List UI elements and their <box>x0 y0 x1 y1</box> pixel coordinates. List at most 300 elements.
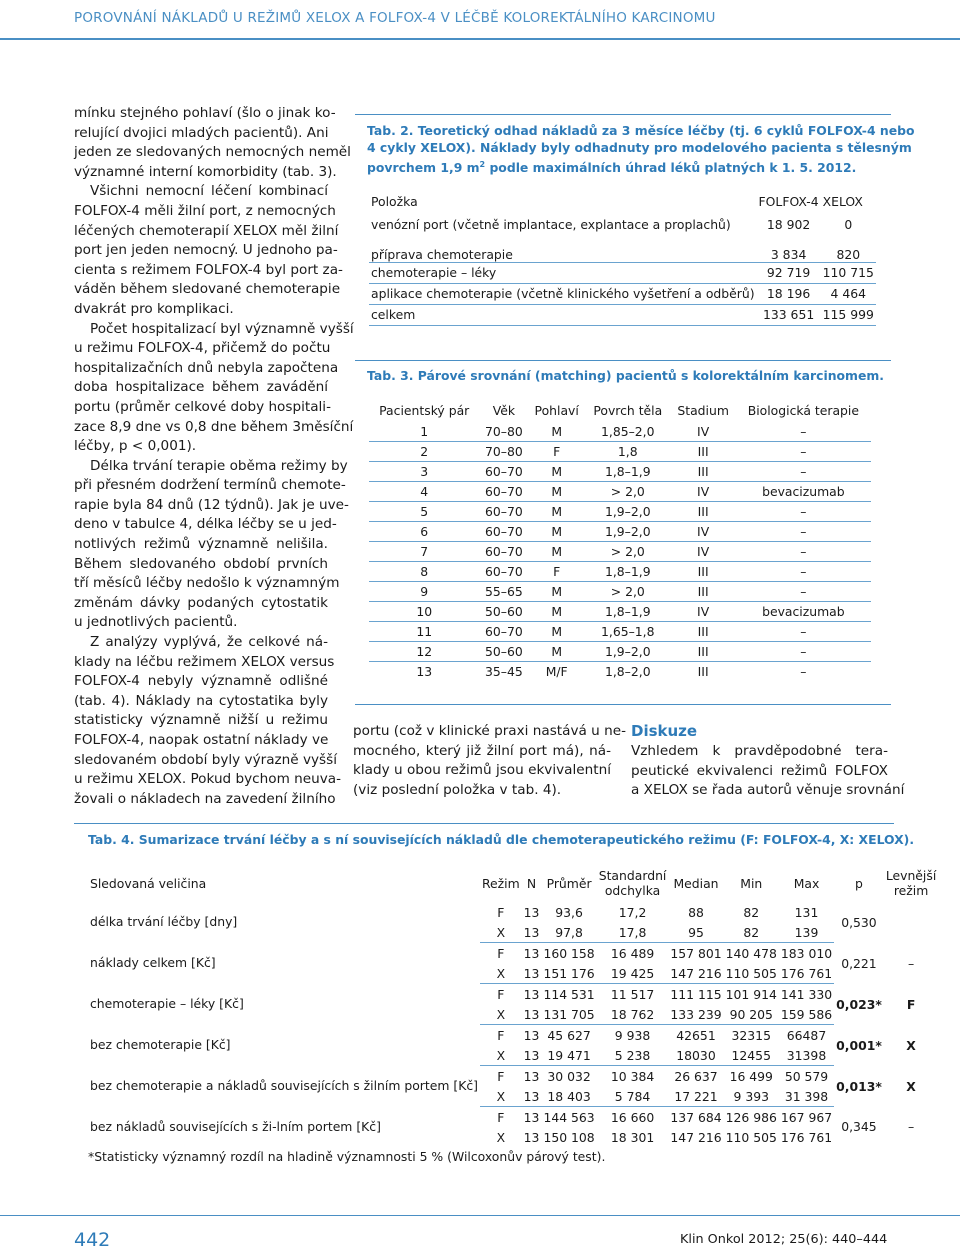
tab2-cell: 110 715 <box>821 262 876 283</box>
text-line: rapie byla 84 dnů (12 týdnů). Jak je uve- <box>74 496 349 513</box>
tab4-cell: 13 <box>523 1068 540 1084</box>
tab3-cell: III <box>671 502 736 522</box>
tab3-cell: – <box>736 442 871 462</box>
tab3-cell: 3 <box>369 462 479 482</box>
text-line: Během sledovaného období prvních <box>74 555 328 572</box>
text-line: Vzhledem k pravděpodobné tera- <box>631 743 888 759</box>
tab4-cheaper-regime: X <box>906 1078 916 1094</box>
tab3-cell: – <box>736 562 871 582</box>
tab3-cell: 50–60 <box>479 602 528 622</box>
text-line: FOLFOX-4 nebyly významně odlišné <box>74 673 328 690</box>
tab2-cell: 0 <box>844 216 853 232</box>
tab3-cell: 60–70 <box>479 482 528 502</box>
text-line: u režimu FOLFOX-4, přičemž do počtu <box>74 340 331 357</box>
tab4-cell: X <box>480 1086 522 1107</box>
tab3-bottom-rule <box>355 704 891 705</box>
tab3-cell: 8 <box>369 562 479 582</box>
tab2-top-rule <box>355 114 891 115</box>
text-line: Počet hospitalizací byl významně vyšší <box>90 320 354 337</box>
tab4-cell: 18 403 <box>541 1086 596 1107</box>
tab3-cell: 1,8 <box>585 442 671 462</box>
tab3-cell: 2 <box>369 442 479 462</box>
text-line: Délka trvání terapie oběma režimy by <box>90 457 348 474</box>
text-line: dvakrát pro komplikaci. <box>74 300 234 317</box>
tab4-cell: 167 967 <box>780 1109 833 1125</box>
tab4-cell: 95 <box>668 922 723 943</box>
text-line: tří měsíců léčby nedošlo k významným <box>74 575 340 592</box>
tab3-cell: 60–70 <box>479 622 528 642</box>
tab4-cell: 17,2 <box>618 904 647 920</box>
tab4-cell: 50 579 <box>784 1068 829 1084</box>
tab4-table <box>88 864 937 1147</box>
tab3-cell: 1,65–1,8 <box>585 622 671 642</box>
tab3-cell: 11 <box>369 622 479 642</box>
tab3-title-text: Tab. 3. Párové srovnání (matching) pacientů s kolorektálním karcinomem. <box>367 368 884 383</box>
tab4-cell: X <box>480 1004 522 1025</box>
tab4-row-label: bez nákladů souvisejících s ži-lním portem [Kč] <box>90 1118 381 1134</box>
tab4-cell: 137 684 <box>670 1109 722 1125</box>
tab3-cell: 1,85–2,0 <box>585 422 671 442</box>
tab4-cheaper-regime: F <box>906 996 916 1012</box>
tab4-cell: 42651 <box>676 1027 716 1043</box>
tab4-cheaper-regime <box>884 902 938 943</box>
tab4-cell: 30 032 <box>547 1068 591 1084</box>
tab4-p-value: 0,001* <box>836 1037 882 1053</box>
tab3-cell: III <box>671 562 736 582</box>
tab4-row-label: délka trvání léčby [dny] <box>90 914 238 930</box>
text-line: léčby, p < 0,001). <box>74 438 197 455</box>
text-line: statisticky významně nižší u režimu <box>74 712 328 729</box>
tab2-table <box>369 189 874 326</box>
tab3-header: Povrch těla <box>593 402 663 418</box>
tab3-cell: IV <box>671 522 736 542</box>
text-line: mínku stejného pohlaví (šlo o jinak ko- <box>74 105 336 121</box>
tab3-title <box>367 367 884 384</box>
tab4-cell: 131 705 <box>541 1004 596 1025</box>
tab3-cell: – <box>736 462 871 482</box>
tab3-cell: > 2,0 <box>585 582 671 602</box>
tab4-cell: 139 <box>779 922 834 943</box>
text-line: změnám dávky podaných cytostatik <box>74 594 328 611</box>
tab2-title-line: Tab. 2. Teoretický odhad nákladů za 3 měsíce léčby (tj. 6 cyklů FOLFOX-4 nebo <box>367 123 915 138</box>
tab3-cell: 70–80 <box>479 442 528 462</box>
tab4-row-label: chemoterapie – léky [Kč] <box>90 996 244 1011</box>
tab4-cell: 88 <box>688 904 704 920</box>
tab4-p-value: 0,023* <box>836 996 882 1012</box>
text-line: klady u obou režimů jsou ekvivalentní <box>353 762 611 779</box>
tab4-cell: 13 <box>523 1129 540 1145</box>
tab3-cell: 1,8–1,9 <box>585 602 671 622</box>
tab4-cell: 19 425 <box>597 963 669 984</box>
tab4-footnote: *Statisticky významný rozdíl na hladině významnosti 5 % (Wilcoxonův párový test). <box>88 1149 606 1164</box>
tab4-cell: 101 914 <box>725 986 777 1002</box>
tab3-cell: M <box>528 602 585 622</box>
tab3-row <box>369 422 871 442</box>
tab4-cell: F <box>497 1068 505 1084</box>
tab2-title-line: 4 cykly XELOX). Náklady byly odhadnuty pro modelového pacienta s tělesným <box>367 140 912 155</box>
text-line: portu (což v klinické praxi nastává u ne- <box>353 723 626 739</box>
tab3-cell: 1,9–2,0 <box>585 642 671 662</box>
tab4-row <box>88 943 938 964</box>
tab4-cell: 144 563 <box>543 1109 595 1125</box>
tab4-cell: 82 <box>724 922 779 943</box>
text-line: jeden ze sledovaných nemocných neměl <box>74 144 351 161</box>
tab4-cell: F <box>497 1109 505 1125</box>
tab3-cell: – <box>736 622 871 642</box>
tab4-cell: 140 478 <box>725 945 777 961</box>
tab2-cell: 115 999 <box>821 304 876 325</box>
middle-column-text <box>353 722 626 800</box>
tab3-row <box>369 502 871 522</box>
tab4-cell: 13 <box>522 1086 542 1107</box>
tab4-header: N <box>526 875 537 891</box>
tab3-cell: 70–80 <box>479 422 528 442</box>
tab4-cell: 18 762 <box>597 1004 669 1025</box>
tab4-title <box>88 831 914 848</box>
tab3-cell: > 2,0 <box>585 482 671 502</box>
text-line: port jen jeden nemocný. U jednoho pa- <box>74 242 338 259</box>
tab3-row <box>369 622 871 642</box>
tab4-cell: F <box>497 1027 505 1043</box>
tab4-cell: 93,6 <box>555 904 583 920</box>
tab4-cheaper-regime: – <box>907 955 915 971</box>
tab3-cell: M <box>528 522 585 542</box>
tab4-row-label: bez chemoterapie [Kč] <box>90 1037 231 1052</box>
tab3-cell: 60–70 <box>479 522 528 542</box>
tab3-cell: – <box>736 542 871 562</box>
text-line: deno v tabulce 4, délka léčby se u jed- <box>74 516 337 533</box>
page-number: 442 <box>74 1229 111 1251</box>
tab3-cell: IV <box>671 482 736 502</box>
tab4-row <box>88 984 938 1005</box>
tab4-row <box>88 1107 938 1128</box>
tab3-row <box>369 522 871 542</box>
tab2-cell: 820 <box>821 234 876 262</box>
tab4-cell: 13 <box>522 1004 542 1025</box>
tab4-cell: 18030 <box>668 1045 723 1066</box>
text-line: FOLFOX-4 měli žilní port, z nemocných <box>74 202 336 219</box>
text-line: u režimu XELOX. Pokud bychom neuva- <box>74 771 342 788</box>
tab4-cell: X <box>480 1045 522 1066</box>
tab3-table <box>369 398 871 681</box>
tab4-cell: 141 330 <box>780 986 833 1002</box>
tab2-cell: celkem <box>369 304 757 325</box>
tab4-cell: 13 <box>523 1109 540 1125</box>
tab3-cell: 50–60 <box>479 642 528 662</box>
tab3-row <box>369 442 871 462</box>
text-line: relující dvojici mladých pacientů). Ani <box>74 124 329 141</box>
tab3-cell: IV <box>671 602 736 622</box>
tab4-cell: 45 627 <box>547 1027 591 1043</box>
tab3-row <box>369 482 871 502</box>
tab4-cell: 159 586 <box>779 1004 834 1025</box>
tab4-cell: 160 158 <box>543 945 595 961</box>
tab3-cell: – <box>736 422 871 442</box>
tab2-title <box>367 122 915 176</box>
tab4-cheaper-regime: X <box>906 1037 916 1053</box>
tab3-cell: 6 <box>369 522 479 542</box>
tab3-cell: 1 <box>369 422 479 442</box>
tab3-cell: III <box>671 462 736 482</box>
tab3-cell: 60–70 <box>479 562 528 582</box>
tab3-row <box>369 602 871 622</box>
tab2-cell: aplikace chemoterapie (včetně klinického vyšetření a odběrů) <box>369 283 757 304</box>
tab3-cell: M <box>528 622 585 642</box>
tab2-cell: 18 196 <box>757 283 821 304</box>
tab2-cell: chemoterapie – léky <box>369 262 757 283</box>
text-line: cienta s režimem FOLFOX-4 byl port za- <box>74 261 343 278</box>
tab2-cell: 92 719 <box>757 262 821 283</box>
tab3-row <box>369 562 871 582</box>
tab2-header: XELOX <box>822 194 863 209</box>
tab4-cell: 26 637 <box>674 1068 718 1084</box>
tab3-cell: M <box>528 502 585 522</box>
tab3-cell: – <box>736 582 871 602</box>
text-line: (tab. 4). Náklady na cytostatika byly <box>74 692 328 709</box>
tab3-cell: M <box>528 462 585 482</box>
journal-citation: Klin Onkol 2012; 25(6): 440–444 <box>680 1232 888 1247</box>
tab3-cell: 35–45 <box>485 664 523 679</box>
tab4-cell: 176 761 <box>780 1129 833 1145</box>
tab3-cell: 60–70 <box>479 462 528 482</box>
tab4-row-label: náklady celkem [Kč] <box>90 955 216 970</box>
tab4-cell: 131 <box>794 904 819 920</box>
tab3-cell: – <box>736 522 871 542</box>
tab4-cell: 12455 <box>724 1045 779 1066</box>
tab4-cell: 82 <box>743 904 760 920</box>
text-line: u jednotlivých pacientů. <box>74 614 238 631</box>
tab3-cell: 60–70 <box>479 542 528 562</box>
tab3-cell: – <box>736 502 871 522</box>
tab2-cell: 4 464 <box>821 283 876 304</box>
tab4-header: Standardní odchylka <box>598 868 667 898</box>
text-line: mocného, který již žilní port má), ná- <box>353 742 611 759</box>
tab3-cell: F <box>528 442 585 462</box>
tab4-header: Sledovaná veličina <box>90 875 207 891</box>
text-line: významné interní komorbidity (tab. 3). <box>74 163 337 180</box>
tab4-p-value: 0,530 <box>841 914 877 930</box>
tab3-cell: 4 <box>369 482 479 502</box>
tab3-cell: III <box>671 642 736 662</box>
tab3-cell: 60–70 <box>479 502 528 522</box>
tab3-cell: 1,9–2,0 <box>585 502 671 522</box>
tab3-cell: IV <box>671 422 736 442</box>
diskuze-heading: Diskuze <box>631 722 698 740</box>
tab3-cell: F <box>528 562 585 582</box>
tab3-cell: 13 <box>416 664 433 679</box>
tab3-cell: M <box>528 642 585 662</box>
tab4-cell: 13 <box>523 904 540 920</box>
tab3-row <box>369 662 871 682</box>
text-line: hospitalizačních dnů nebyla započtena <box>74 359 339 376</box>
tab4-row <box>88 1025 938 1046</box>
tab3-cell: 1,8–2,0 <box>604 664 651 679</box>
tab3-cell: 1,8–1,9 <box>585 462 671 482</box>
text-line: notlivých režimů významně nelišila. <box>74 536 328 553</box>
tab4-cell: 13 <box>523 945 540 961</box>
tab4-header: Levnější režim <box>885 868 937 898</box>
tab4-cell: F <box>497 904 505 920</box>
tab3-header: Biologická terapie <box>747 402 859 418</box>
text-line: žovali o nákladech na zavedení žilního <box>74 790 336 807</box>
tab2-header: Položka <box>371 194 418 209</box>
text-line: Všichni nemocní léčení kombinací <box>90 183 328 200</box>
tab2-row <box>369 234 876 262</box>
tab3-cell: 9 <box>369 582 479 602</box>
tab4-cell: 5 784 <box>597 1086 669 1107</box>
tab4-cell: 13 <box>522 1045 542 1066</box>
tab4-cell: X <box>480 922 522 943</box>
tab2-row <box>369 214 876 234</box>
tab4-cell: X <box>496 1129 506 1145</box>
tab2-row <box>369 262 876 283</box>
tab4-cell: 133 239 <box>668 1004 723 1025</box>
tab4-cell: 151 176 <box>541 963 596 984</box>
text-line: sledovaném období byly výrazně vyšší <box>74 751 337 768</box>
running-header: POROVNÁNÍ NÁKLADŮ U REŽIMŮ XELOX A FOLFOX-4 V LÉČBĚ KOLOREKTÁLNÍHO KARCINOMU <box>74 10 716 26</box>
tab3-cell: III <box>697 664 709 679</box>
tab4-cell: 114 531 <box>543 986 595 1002</box>
tab2-cell: venózní port (včetně implantace, explantace a proplachů) <box>371 216 731 232</box>
tab3-cell: M <box>528 542 585 562</box>
tab3-cell: 1,9–2,0 <box>585 522 671 542</box>
tab4-header: Max <box>793 875 820 891</box>
text-line: Z analýzy vyplývá, že celkové ná- <box>90 634 328 651</box>
tab3-cell: M <box>528 582 585 602</box>
text-line: (viz poslední položka v tab. 4). <box>353 781 562 798</box>
text-line: klady na léčbu režimem XELOX versus <box>74 653 335 670</box>
tab4-cell: 13 <box>522 963 542 984</box>
tab3-cell: M <box>528 482 585 502</box>
text-line: léčených chemoterapií XELOX měl žilní <box>74 222 339 239</box>
tab3-cell: IV <box>671 542 736 562</box>
left-column-text <box>74 104 354 809</box>
tab3-cell: > 2,0 <box>585 542 671 562</box>
tab2-row <box>369 304 876 325</box>
tab4-cell: 19 471 <box>541 1045 596 1066</box>
tab4-cell: 9 938 <box>614 1027 651 1043</box>
tab2-cell: 3 834 <box>757 234 821 262</box>
tab4-cell: 5 238 <box>597 1045 669 1066</box>
tab3-cell: bevacizumab <box>736 482 871 502</box>
tab4-cell: 16 489 <box>610 945 655 961</box>
text-line: při přesném dodržení termínů chemote- <box>74 477 346 494</box>
tab4-header: p <box>855 875 863 891</box>
tab2-cell: 133 651 <box>757 304 821 325</box>
tab2-cell: příprava chemoterapie <box>369 234 757 262</box>
tab4-cell: 18 301 <box>610 1129 655 1145</box>
tab4-cell: 16 660 <box>610 1109 655 1125</box>
tab3-cell: 7 <box>369 542 479 562</box>
tab4-cell: 17 221 <box>668 1086 723 1107</box>
tab4-header: Median <box>673 875 719 891</box>
tab4-cell: 32315 <box>731 1027 771 1043</box>
tab4-cell: 9 393 <box>724 1086 779 1107</box>
tab2-title-line: povrchem 1,9 $m^2$ podle maximálních úhrad léků platných k 1. 5. 2012. <box>367 160 857 176</box>
tab3-cell: – <box>736 642 871 662</box>
tab4-cell: 66487 <box>786 1027 827 1043</box>
tab4-cell: 183 010 <box>780 945 833 961</box>
tab3-row <box>369 582 871 602</box>
tab4-header: Min <box>740 875 763 891</box>
tab4-cell: 110 505 <box>724 963 779 984</box>
tab3-header: Pohlaví <box>534 402 579 418</box>
tab2-cell: 18 902 <box>766 216 811 232</box>
tab3-top-rule <box>355 360 891 361</box>
tab4-cell: 157 801 <box>670 945 722 961</box>
tab4-row <box>88 1066 938 1087</box>
tab4-cell: 111 115 <box>670 986 722 1002</box>
tab3-cell: 5 <box>369 502 479 522</box>
tab2-row <box>369 283 876 304</box>
text-line: peutické ekvivalenci režimů FOLFOX <box>631 762 888 779</box>
tab4-cell: 17,8 <box>597 922 669 943</box>
tab4-cell: 90 205 <box>724 1004 779 1025</box>
tab3-cell: III <box>671 582 736 602</box>
tab3-header: Věk <box>492 402 516 418</box>
header-rule <box>0 38 960 40</box>
tab4-cell: 150 108 <box>543 1129 595 1145</box>
tab4-cell: 147 216 <box>668 963 723 984</box>
tab4-cell: 16 499 <box>729 1068 773 1084</box>
tab4-title-text: Tab. 4. Sumarizace trvání léčby a s ní souvisejících nákladů dle chemoterapeutického režimu (F: FOLFOX-4, X: XELOX). <box>88 832 915 847</box>
tab4-cell: 31 398 <box>779 1086 834 1107</box>
tab4-cell: 110 505 <box>725 1129 777 1145</box>
tab4-p-value: 0,345 <box>841 1119 877 1135</box>
tab3-cell: M <box>528 422 585 442</box>
text-line: zace 8,9 dne vs 0,8 dne během 3měsíční <box>74 418 354 435</box>
tab4-cell: 10 384 <box>610 1068 655 1084</box>
text-line: FOLFOX-4, naopak ostatní náklady ve <box>74 732 329 748</box>
tab4-cell: 11 517 <box>610 986 655 1002</box>
tab3-cell: 10 <box>369 602 479 622</box>
tab4-p-value: 0,221 <box>841 955 877 971</box>
tab4-cell: 97,8 <box>541 922 596 943</box>
tab3-row <box>369 542 871 562</box>
tab4-header: Průměr <box>546 875 592 891</box>
tab4-cell: 176 761 <box>779 963 834 984</box>
tab4-cell: F <box>497 986 505 1002</box>
tab4-cell: 31398 <box>779 1045 834 1066</box>
tab3-cell: – <box>800 664 807 679</box>
tab4-cell: 13 <box>523 986 540 1002</box>
tab3-header: Stadium <box>677 402 729 418</box>
tab4-cell: 13 <box>522 922 542 943</box>
tab4-cell: 126 986 <box>725 1109 777 1125</box>
text-line: doba hospitalizace během zavádění <box>74 379 328 396</box>
tab4-cheaper-regime: – <box>907 1119 915 1135</box>
tab4-top-rule <box>74 823 894 824</box>
text-line: váděn během sledované chemoterapie <box>74 281 341 298</box>
tab4-row <box>88 902 938 922</box>
tab4-cell: F <box>497 945 505 961</box>
tab3-row <box>369 642 871 662</box>
tab4-p-value: 0,013* <box>836 1078 882 1094</box>
diskuze-text <box>631 742 905 801</box>
tab4-cell: 147 216 <box>670 1129 722 1145</box>
tab3-cell: 12 <box>369 642 479 662</box>
tab3-cell: 55–65 <box>479 582 528 602</box>
text-line: a XELOX se řada autorů věnuje srovnání <box>631 782 905 799</box>
tab4-header: Režim <box>481 875 520 891</box>
text-line: portu (průměr celkové doby hospitali- <box>74 398 331 415</box>
tab3-cell: 1,8–1,9 <box>585 562 671 582</box>
tab4-row-label: bez chemoterapie a nákladů souvisejících s žilním portem [Kč] <box>90 1078 478 1093</box>
tab3-cell: bevacizumab <box>736 602 871 622</box>
tab4-cell: 13 <box>523 1027 540 1043</box>
tab2-header: FOLFOX-4 <box>758 194 819 209</box>
footer-rule <box>0 1215 960 1216</box>
